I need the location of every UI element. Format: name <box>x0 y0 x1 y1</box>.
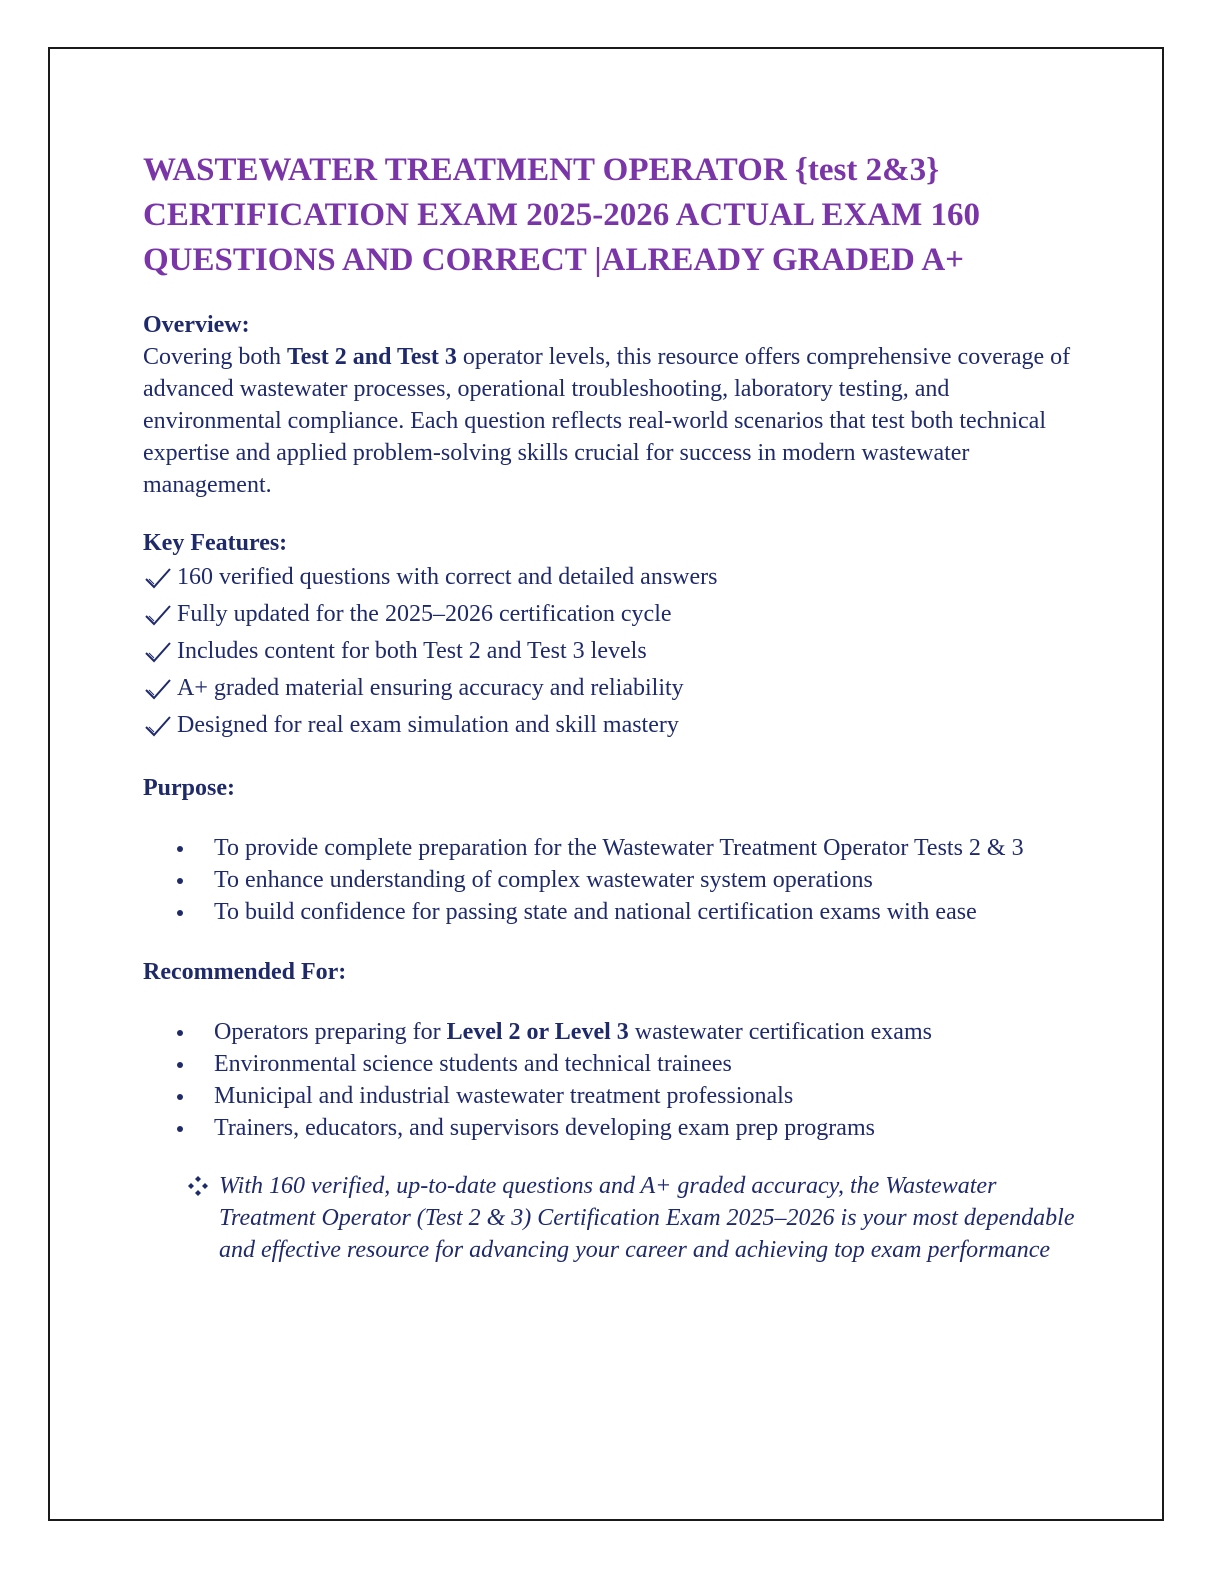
overview-paragraph <box>143 341 1083 501</box>
overview-text-bold: Test 2 and Test 3 <box>287 344 457 370</box>
purpose-text: To provide complete preparation for the Wastewater Treatment Operator Tests 2 & 3 <box>214 835 1024 861</box>
diamond-icon <box>187 1175 209 1197</box>
closing-statement <box>143 1170 1083 1266</box>
list-item <box>143 1112 1083 1144</box>
bullet-icon <box>177 910 183 916</box>
recommended-text: Municipal and industrial wastewater treatment professionals <box>214 1083 794 1109</box>
check-icon <box>143 677 173 701</box>
bullet-icon <box>177 1062 183 1068</box>
list-item <box>143 596 1083 633</box>
document-title: WASTEWATER TREATMENT OPERATOR {test 2&3} CERTIFICATION EXAM 2025-2026 ACTUAL EXAM 160 QUESTIONS AND CORRECT |ALREADY GRADED A+ <box>143 152 981 278</box>
key-features-heading: Key Features: <box>143 530 288 556</box>
purpose-text: To enhance understanding of complex wastewater system operations <box>214 867 873 893</box>
bullet-icon <box>177 1126 183 1132</box>
recommended-text: Trainers, educators, and supervisors developing exam prep programs <box>214 1115 875 1141</box>
recommended-text-bold: Level 2 or Level 3 <box>446 1019 629 1045</box>
recommended-text-start: Operators preparing for <box>214 1019 447 1045</box>
purpose-text: To build confidence for passing state and national certification exams with ease <box>214 899 977 925</box>
closing-text: With 160 verified, up-to-date questions and A+ graded accuracy, the Wastewater Treatment Operator (Test 2 & 3) Certification Exam 2025–2026 is your most dependable and effective resource for advancing your career and achieving top exam performance <box>219 1173 1075 1263</box>
list-item <box>143 670 1083 707</box>
bullet-icon <box>177 1030 183 1036</box>
list-item <box>143 633 1083 670</box>
bullet-icon <box>177 846 183 852</box>
recommended-heading: Recommended For: <box>143 959 347 985</box>
check-icon <box>143 640 173 664</box>
check-icon <box>143 714 173 738</box>
list-item <box>143 832 1083 864</box>
check-icon <box>143 566 173 590</box>
bullet-icon <box>177 878 183 884</box>
recommended-text: Environmental science students and technical trainees <box>214 1051 732 1077</box>
list-item <box>143 864 1083 896</box>
purpose-heading: Purpose: <box>143 775 235 801</box>
recommended-text-end: wastewater certification exams <box>628 1019 932 1045</box>
document-content <box>143 148 1083 1266</box>
overview-text-end: operator levels, this resource offers comprehensive coverage of advanced wastewater processes, operational troubleshooting, laboratory testing, and environmental compliance. Each question reflects real-world scenarios that test both technical expertise and applied problem-solving skills crucial for success in modern wastewater management. <box>143 344 1071 498</box>
feature-text: Fully updated for the 2025–2026 certification cycle <box>177 601 672 627</box>
key-features-list <box>143 559 1083 744</box>
overview-text-start: Covering both <box>143 344 287 370</box>
list-item <box>143 559 1083 596</box>
list-item <box>143 707 1083 744</box>
overview-heading: Overview: <box>143 312 250 338</box>
list-item <box>143 1080 1083 1112</box>
recommended-list <box>143 1016 1083 1144</box>
list-item <box>143 1016 1083 1048</box>
feature-text: Designed for real exam simulation and skill mastery <box>177 712 679 738</box>
list-item <box>143 896 1083 928</box>
bullet-icon <box>177 1094 183 1100</box>
feature-text: Includes content for both Test 2 and Test 3 levels <box>177 638 647 664</box>
feature-text: 160 verified questions with correct and detailed answers <box>177 564 718 590</box>
purpose-list <box>143 832 1083 928</box>
feature-text: A+ graded material ensuring accuracy and reliability <box>177 675 684 701</box>
check-icon <box>143 603 173 627</box>
list-item <box>143 1048 1083 1080</box>
